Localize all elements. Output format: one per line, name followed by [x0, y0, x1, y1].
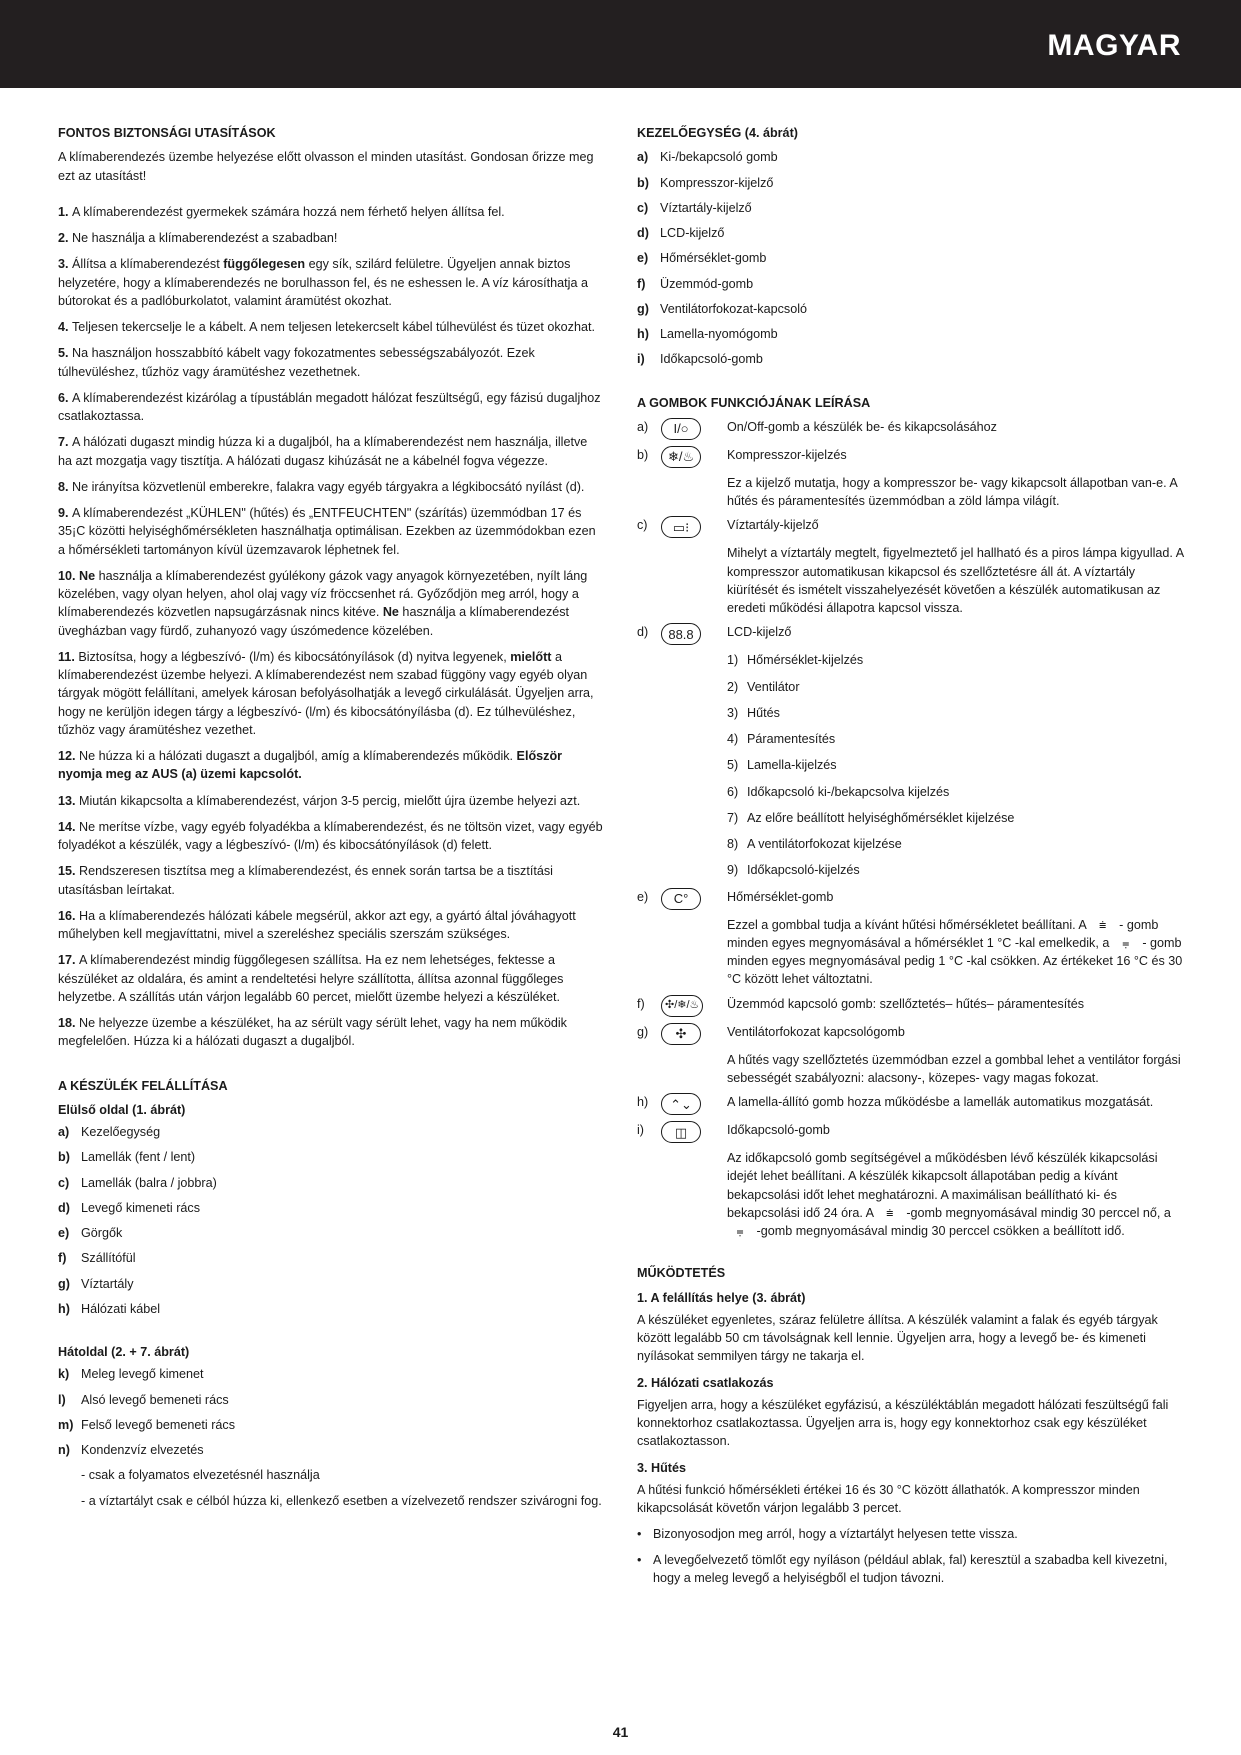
function-desc-g: A hűtés vagy szellőztetés üzemmódban ezzel a gombbal lehet a ventilátor forgási sebességét szabályozni: alacsony-, közepes- vagy magas fokozat.: [727, 1052, 1181, 1085]
control-item: c) Víztartály-kijelző: [637, 200, 752, 215]
safety-intro: A klímaberendezés üzembe helyezése előtt olvasson el minden utasítást. Gondosan őrizze meg ezt az utasítást!: [58, 150, 594, 183]
function-row-g: g) ✣ Ventilátorfokozat kapcsológomb: [637, 1023, 1185, 1045]
function-row-i: i) ◫ Időkapcsoló-gomb: [637, 1121, 1185, 1143]
drain-note: - csak a folyamatos elvezetésnél használja: [81, 1468, 320, 1483]
front-item: a) Kezelőegység: [58, 1125, 161, 1139]
safety-item-number: 3.: [58, 257, 73, 272]
timer-icon: ◫: [661, 1121, 701, 1143]
control-title: KEZELŐEGYSÉG (4. ábrát): [637, 126, 798, 140]
safety-item-number: 4.: [58, 320, 73, 334]
safety-item-number: 12.: [58, 749, 80, 763]
safety-title: FONTOS BIZTONSÁGI UTASÍTÁSOK: [58, 126, 276, 140]
safety-item-number: 11.: [58, 649, 79, 664]
control-list: [637, 148, 1185, 368]
water-tank-icon: ▭⁝: [661, 516, 701, 538]
safety-item-number: 1.: [58, 204, 73, 219]
front-item: h) Hálózati kábel: [58, 1301, 161, 1316]
language-label: MAGYAR: [1047, 29, 1181, 62]
operation-s3-text: A hűtési funkció hőmérsékleti értékei 16 és 30 °C között állathatók. A kompresszor minden kikapcsolását követőn várjon legalább 3 percet.: [637, 1482, 1140, 1515]
lcd-sub-item: 9) Időkapcsoló-kijelzés: [727, 863, 860, 878]
safety-item: 13. Miután kikapcsolta a klímaberendezést, várjon 3-5 percig, mielőtt újra üzembe helyezi azt.: [58, 793, 581, 808]
safety-item-number: 15.: [58, 864, 80, 879]
control-item: g) Ventilátorfokozat-kapcsoló: [637, 301, 808, 316]
safety-item-number: 10.: [58, 568, 80, 583]
control-item: i) Időkapcsoló-gomb: [637, 352, 763, 367]
down-arrow-icon: ⩦: [1122, 935, 1130, 950]
operation-s3-title: 3. Hűtés: [637, 1460, 686, 1475]
control-item: f) Üzemmód-gomb: [637, 276, 754, 291]
function-row-f: f) ✣/❄/♨ Üzemmód kapcsoló gomb: szellőztetés– hűtés– páramentesítés: [637, 995, 1185, 1017]
function-desc-c: Mihelyt a víztartály megtelt, figyelmeztető jel hallható és a piros lámpa kigyullad. A kompresszor automatikusan kikapcsol és szellőztetésre áll át. A víztartály kiürítését és ismételt visszahelyezését követően a készülék automatikusan az eredeti működési állapotra kapcsol vissza.: [727, 546, 1184, 615]
functions-title: A GOMBOK FUNKCIÓJÁNAK LEÍRÁSA: [637, 395, 871, 410]
safety-item: 12. Ne húzza ki a hálózati dugaszt a dugaljból, amíg a klímaberendezés működik. Először nyomja meg az AUS (a) üzemi kapcsolót.: [58, 749, 563, 782]
up-arrow-icon: ⩧: [886, 1205, 894, 1220]
operation-bullet: • Bizonyosodjon meg arról, hogy a víztartályt helyesen tette vissza.: [637, 1527, 1018, 1542]
control-item: e) Hőmérséklet-gomb: [637, 251, 767, 266]
safety-item: 4. Teljesen tekercselje le a kábelt. A nem teljesen letekercselt kábel túlhevülést és tüzet okozhat.: [58, 320, 595, 334]
safety-item: 3. Állítsa a klímaberendezést függőlegesen egy sík, szilárd felületre. Ügyeljen annak biztos helyzetére, hogy a klímaberendezés ne borulhasson fel, és ne eshessen le. A víz károsíthatja a bútorokat és a padlóburkolatot, valamint áramütést okozhat.: [58, 257, 588, 308]
lcd-sub-item: 4) Páramentesítés: [727, 732, 836, 746]
front-list: [58, 1123, 603, 1318]
safety-item-number: 16.: [58, 908, 80, 923]
control-item: h) Lamella-nyomógomb: [637, 327, 778, 341]
operation-s2-text: Figyeljen arra, hogy a készüléket egyfázisú, a készüléktáblán megadott hálózati feszültségű fali konnektorhoz csatlakoztassa. Ügyeljen arra is, hogy egy konnektorhoz csak egy készüléket csatlakoztasson.: [637, 1397, 1169, 1449]
lcd-sub-item: 3) Hűtés: [727, 705, 780, 720]
lcd-sub-item: 1) Hőmérséklet-kijelzés: [727, 653, 864, 668]
front-title: Elülső oldal (1. ábrát): [58, 1102, 186, 1117]
control-item: d) LCD-kijelző: [637, 226, 725, 240]
safety-item-number: 14.: [58, 819, 80, 834]
safety-item: 16. Ha a klímaberendezés hálózati kábele megsérül, akkor azt egy, a gyártó által jóváhagyott műhelyben kell megjavíttatni, mivel a szereléshez speciális szerszám szükséges.: [58, 908, 576, 941]
safety-item-number: 8.: [58, 479, 73, 494]
function-row-h: h) ⌃⌄ A lamella-állító gomb hozza működésbe a lamellák automatikus mozgatását.: [637, 1093, 1185, 1115]
safety-item: 2. Ne használja a klímaberendezést a szabadban!: [58, 231, 338, 245]
front-item: d) Levegő kimeneti rács: [58, 1200, 201, 1215]
safety-item: 14. Ne merítse vízbe, vagy egyéb folyadékba a klímaberendezést, és ne töltsön vizet, vagy egyéb folyadékot a készülék, vagy a légbeszívó- (l/m) és kibocsátónyílások (d) felett.: [58, 819, 603, 852]
page-number: 41: [612, 1724, 629, 1740]
compressor-icon: ❄/♨: [661, 446, 701, 468]
drain-note: - a víztartályt csak e célból húzza ki, ellenkező esetben a vízelvezető rendszer szivárogni fog.: [81, 1493, 602, 1508]
safety-item: 5. Na használjon hosszabbító kábelt vagy fokozatmentes sebességszabályozót. Ezek túlhevüléshez, tűzhöz vagy áramütéshez vezethetnek.: [58, 346, 535, 379]
safety-item-number: 9.: [58, 506, 73, 520]
front-item: e) Görgők: [58, 1226, 123, 1240]
back-item: m) Felső levegő bemeneti rács: [58, 1417, 236, 1432]
safety-item: 7. A hálózati dugaszt mindig húzza ki a dugaljból, ha a klímaberendezést nem használja, illetve ha azt mozgatja vagy tisztítja. A hálózati dugasz kihúzását ne a kábelnél fogva végezze.: [58, 435, 588, 468]
lcd-sub-item: 7) Az előre beállított helyiséghőmérséklet kijelzése: [727, 810, 1015, 825]
operation-title: MŰKÖDTETÉS: [637, 1266, 726, 1281]
operation-s2-title: 2. Hálózati csatlakozás: [637, 1375, 774, 1390]
operation-s1-text: A készüléket egyenletes, száraz felületre állítsa. A készülék valamint a falak és egyéb tárgyak között legalább 50 cm távolságnak kell lennie. Ügyeljen arra, hogy a levegő be- és kimeneti nyílásokat semmilyen tárgy ne takarja el.: [637, 1312, 1158, 1364]
back-title: Hátoldal (2. + 7. ábrát): [58, 1345, 190, 1359]
swing-icon: ⌃⌄: [661, 1093, 701, 1115]
back-item: n) Kondenzvíz elvezetés: [58, 1443, 204, 1457]
function-desc-i: Az időkapcsoló gomb segítségével a működésben lévő készülék kikapcsolási idejét lehet beállítani. A készülék kikapcsolt állapotában pedig a kívánt bekapcsolási időt lehet meghatározni. A maximálisan beállítható ki- és bekapcsolási idő 24 óra. A ⩧ -gomb megnyomásával mindig 30 perccel nő, a ⩦ -gomb megnyomásával mindig 30 perccel csökken a beállított idő.: [727, 1149, 1185, 1240]
safety-list: [58, 203, 603, 1051]
function-row-a: a) I/○ On/Off-gomb a készülék be- és kikapcsolásához: [637, 418, 1185, 440]
lcd-sub-item: 8) A ventilátorfokozat kijelzése: [727, 837, 902, 851]
lcd-icon: 88.8: [661, 623, 701, 645]
back-item: k) Meleg levegő kimenet: [58, 1367, 204, 1382]
function-row-c: c) ▭⁝ Víztartály-kijelző: [637, 516, 1185, 538]
safety-item-number: 6.: [58, 390, 73, 405]
safety-item: 18. Ne helyezze üzembe a készüléket, ha az sérült vagy sérült lehet, vagy ha nem működik megfelelően. Húzza ki a hálózati dugaszt a dugaljból.: [58, 1016, 567, 1049]
safety-item: 11. Biztosítsa, hogy a légbeszívó- (l/m) és kibocsátónyílások (d) nyitva legyenek, mielőtt a klímaberendezést üzembe helyezi. A klímaberendezést nem szabad függöny vagy egyéb olyan tárgyak mögött felállítani, amelyek károsan befolyásolhatják a levegő cirkulálását. Ügyeljen arra, hogy ne kerüljön idegen tárgy a légbeszívó- (l/m) és kibocsátónyílásba (d). Ez túlhevüléshez, tűzhöz vagy áramütéshez vezethet.: [58, 649, 594, 737]
front-item: f) Szállítófül: [58, 1251, 136, 1266]
control-item: b) Kompresszor-kijelző: [637, 175, 774, 190]
function-row-d: d) 88.8 LCD-kijelző: [637, 623, 1185, 645]
lcd-sub-list: [637, 651, 1185, 879]
header-bar: [0, 0, 1241, 88]
safety-item: 10. Ne használja a klímaberendezést gyúlékony gázok vagy anyagok környezetében, nyílt láng közelében, vagy olyan helyen, ahol olaj vagy víz fröccsenhet rá. Győződjön meg arról, hogy a klímaberendezés közvetlen napsugárzásnak nincs kitéve. Ne használja a klímaberendezést üvegházban vagy fürdő, zuhanyozó vagy úszómedence közelében.: [58, 568, 588, 638]
mode-icon: ✣/❄/♨: [661, 995, 703, 1017]
safety-item-number: 2.: [58, 231, 73, 245]
temperature-icon: C°: [661, 888, 701, 910]
power-icon: I/○: [661, 418, 701, 440]
function-row-b: b) ❄/♨ Kompresszor-kijelzés: [637, 446, 1185, 468]
fan-icon: ✣: [661, 1023, 701, 1045]
lcd-sub-item: 6) Időkapcsoló ki-/bekapcsolva kijelzés: [727, 784, 950, 799]
front-item: b) Lamellák (fent / lent): [58, 1150, 196, 1165]
left-column: [58, 124, 603, 1517]
up-arrow-icon: ⩧: [1098, 917, 1107, 932]
operation-bullet: • A levegőelvezető tömlőt egy nyíláson (például ablak, fal) keresztül a szabadba kell kivezetni, hogy a meleg levegő a helyiségből el tudjon távozni.: [637, 1552, 1168, 1585]
safety-item: 6. A klímaberendezést kizárólag a típustáblán megadott hálózat feszültségű, egy fázisú dugaljhoz csatlakoztassa.: [58, 390, 601, 423]
function-row-e: e) C° Hőmérséklet-gomb: [637, 888, 1185, 910]
front-item: g) Víztartály: [58, 1276, 134, 1291]
safety-item-number: 17.: [58, 953, 80, 968]
safety-item-number: 7.: [58, 435, 73, 450]
lcd-sub-item: 5) Lamella-kijelzés: [727, 758, 837, 773]
safety-item: 9. A klímaberendezést „KÜHLEN" (hűtés) és „ENTFEUCHTEN" (szárítás) üzemmódban 17 és 35¡C közötti helyiséghőmérsékleten használhatja optimálisan. Ezekben az üzemmódokban ezen a hőmérsékleti tartományon kívül üzemzavarok léphetnek fel.: [58, 506, 596, 557]
safety-item-number: 18.: [58, 1016, 80, 1030]
back-list: [58, 1365, 603, 1459]
control-item: a) Ki-/bekapcsoló gomb: [637, 150, 778, 165]
setup-title: A KÉSZÜLÉK FELÁLLÍTÁSA: [58, 1078, 228, 1093]
back-item: l) Alsó levegő bemeneti rács: [58, 1392, 229, 1407]
safety-item-number: 13.: [58, 793, 80, 808]
safety-item: 17. A klímaberendezést mindig függőlegesen szállítsa. Ha ez nem lehetséges, fektesse a készüléket az oldalára, és amint a rendeltetési helyre szállította, állítsa azonnal függőleges helyzetbe. A szállítás után várjon legalább 60 percet, mielőtt üzembe helyezi a készüléket.: [58, 953, 564, 1004]
front-item: c) Lamellák (balra / jobbra): [58, 1175, 217, 1190]
safety-item: 15. Rendszeresen tisztítsa meg a klímaberendezést, és ennek során tartsa be a tisztítási utasításban leírtakat.: [58, 864, 553, 897]
function-desc-b: Ez a kijelző mutatja, hogy a kompresszor be- vagy kikapcsolt állapotban van-e. A hűtés és páramentesítés üzemmódban a zöld lámpa világít.: [727, 475, 1178, 508]
safety-item: 8. Ne irányítsa közvetlenül emberekre, falakra vagy egyéb tárgyakra a légkibocsátó nyílást (d).: [58, 479, 585, 494]
down-arrow-icon: ⩦: [736, 1224, 744, 1238]
safety-item-number: 5.: [58, 346, 73, 361]
function-desc-e: Ezzel a gombbal tudja a kívánt hűtési hőmérsékletet beállítani. A ⩧ - gomb minden egyes megnyomásával a hőmérséklet 1 °C -kal emelkedik, a ⩦ - gomb minden egyes megnyomásával pedig 1 °C -kal csökken. Az értékeket 16 °C és 30 °C között lehet változtatni.: [727, 917, 1183, 987]
operation-s1-title: 1. A felállítás helye (3. ábrát): [637, 1290, 806, 1305]
safety-item: 1. A klímaberendezést gyermekek számára hozzá nem férhető helyen állítsa fel.: [58, 204, 505, 219]
right-column: [637, 124, 1185, 1594]
lcd-sub-item: 2) Ventilátor: [727, 679, 800, 694]
